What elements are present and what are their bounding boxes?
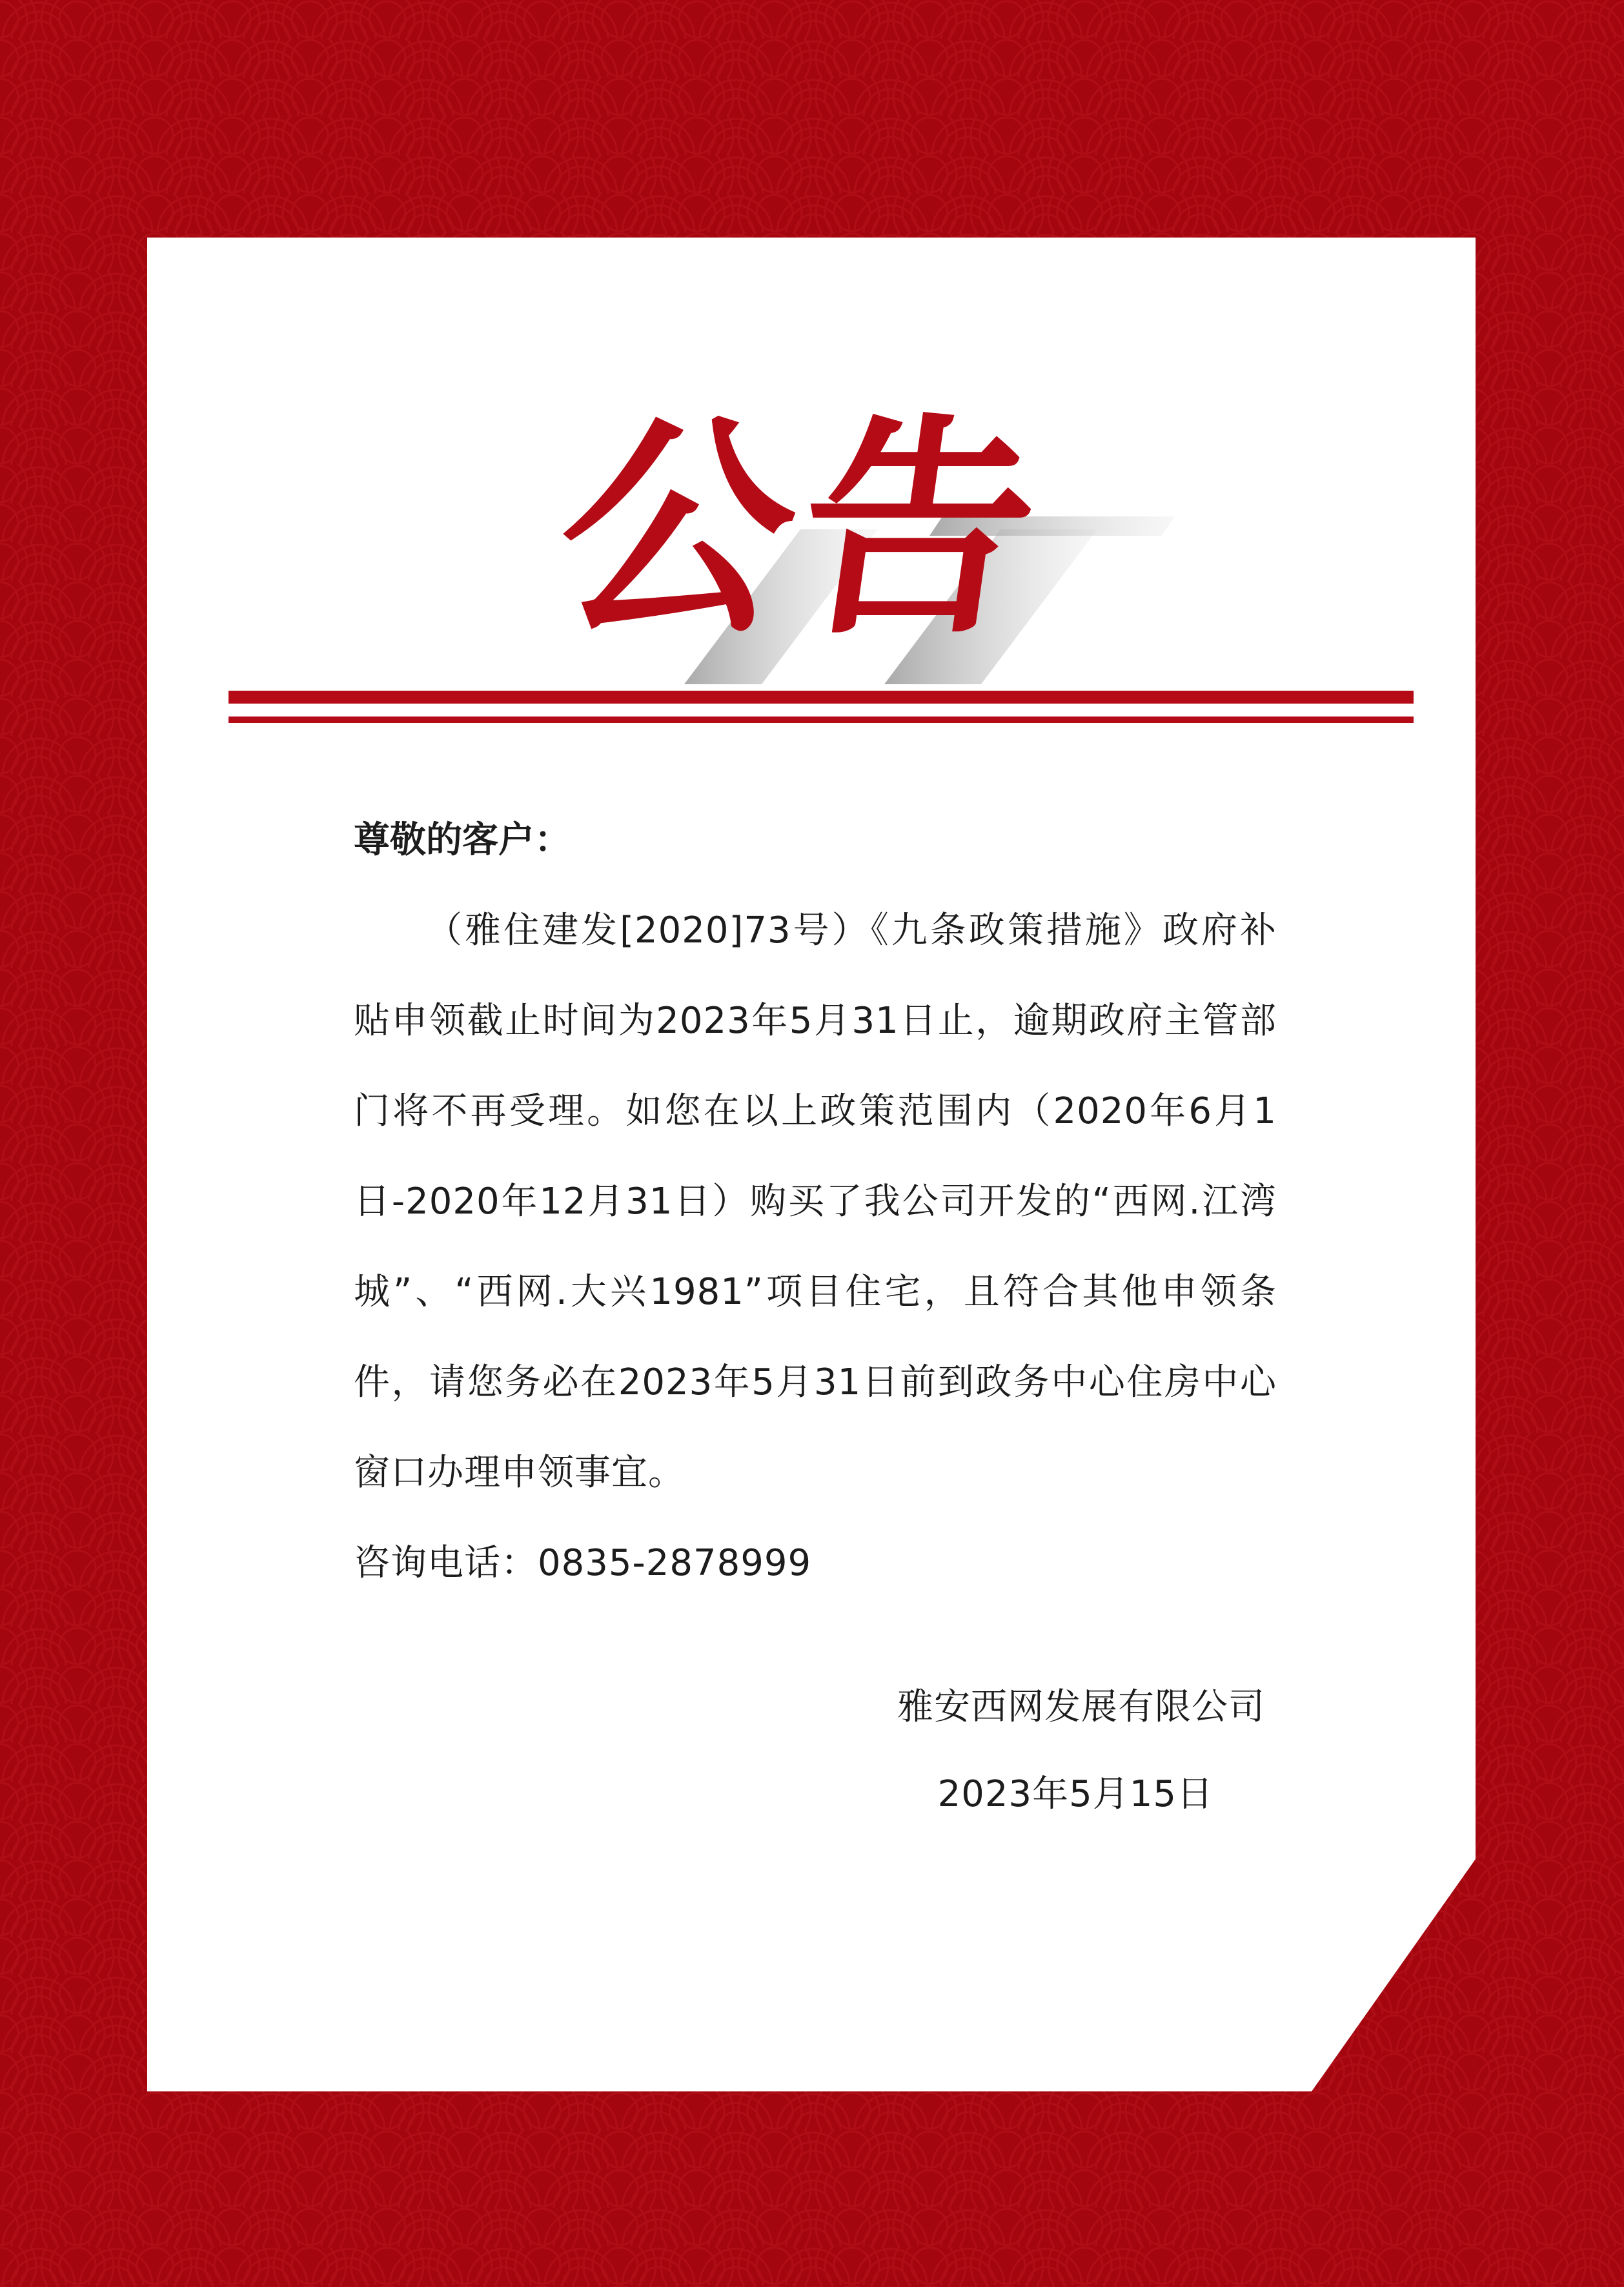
contact-phone: 咨询电话：0835-2878999 — [354, 1542, 812, 1584]
notice-title: 公告 — [542, 392, 1061, 666]
title-divider-thin — [228, 717, 1414, 723]
notice-body — [354, 795, 1277, 1609]
title-divider-thick — [228, 691, 1414, 704]
title-block — [542, 392, 1220, 678]
greeting: 尊敬的客户： — [354, 819, 571, 861]
notice-paragraph: （雅住建发[2020]73号）《九条政策措施》政府补贴申领截止时间为2023年5月31日止，逾期政府主管部门将不再受理。如您在以上政策范围内（2020年6月1日-2020年12月31日）购买了我公司开发的“西网.江湾城”、“西网.大兴1981”项目住宅，且符合其他申领条件，请您务必在2023年5月31日前到政务中心住房中心窗口办理申领事宜。 — [354, 910, 1277, 1494]
signature-company: 雅安西网发展有限公司 — [897, 1686, 1265, 1728]
signature-date: 2023年5月15日 — [937, 1773, 1213, 1815]
